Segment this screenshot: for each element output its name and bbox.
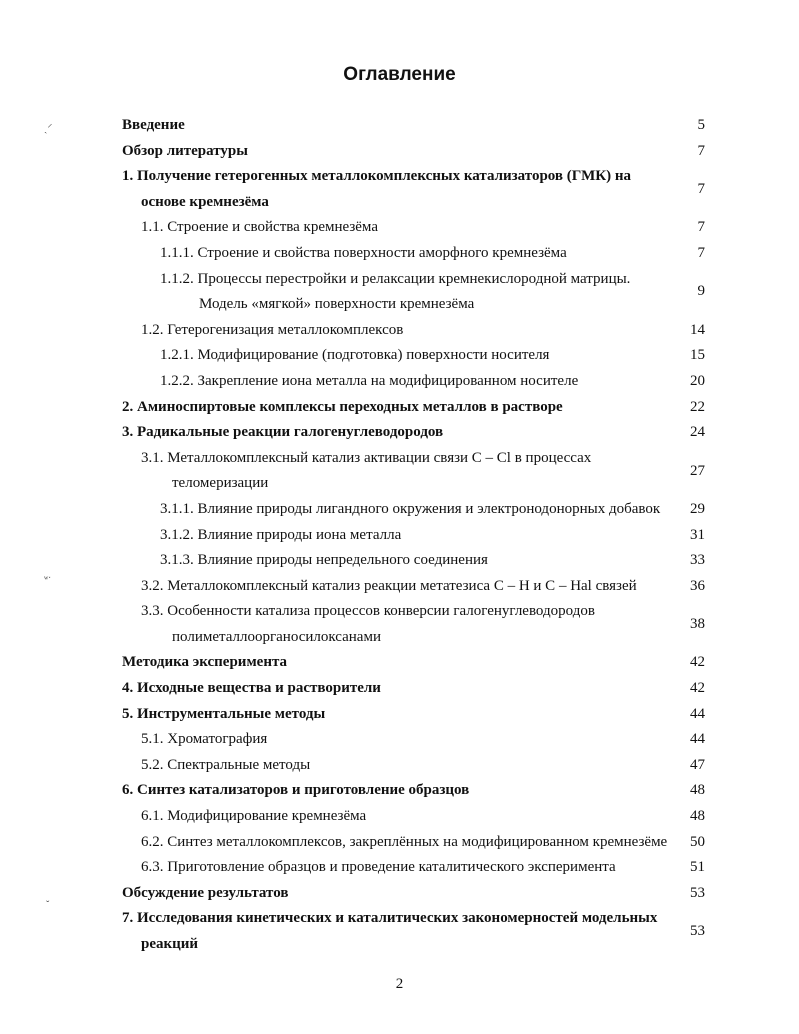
toc-entry-page: 22: [690, 398, 705, 415]
toc-entry[interactable]: [0, 139, 799, 165]
toc-entry[interactable]: [0, 855, 799, 881]
toc-entry[interactable]: [0, 778, 799, 804]
scan-mark: ˏ⸍: [44, 123, 53, 134]
toc-entry-page: 50: [690, 833, 705, 850]
toc-entry-title: 3.1.2. Влияние природы иона металла: [160, 526, 402, 543]
toc-entry-page: 42: [690, 680, 705, 697]
toc-entry-page: 42: [690, 654, 705, 671]
toc-entry-title: 1. Получение гетерогенных металлокомплексных катализаторов (ГМК) на: [122, 168, 632, 185]
toc-entry-title: Методика эксперимента: [122, 654, 288, 671]
toc-entry-page: 48: [690, 808, 705, 825]
toc-entry-title: 5.2. Спектральные методы: [141, 756, 311, 773]
toc-entry-title: 3.2. Металлокомплексный катализ реакции метатезиса C – H и C – Hal связей: [141, 577, 637, 594]
toc-entry-title: Обзор литературы: [122, 142, 248, 159]
toc-entry-title: 3.1. Металлокомплексный катализ активации связи C – Cl в процессах: [141, 449, 592, 466]
toc-entry[interactable]: [0, 446, 799, 497]
toc-entry-page: 29: [690, 500, 705, 517]
toc-entry-page: 44: [690, 705, 705, 722]
toc-entry[interactable]: [0, 164, 799, 215]
toc-entry-title: 5.1. Хроматография: [141, 731, 268, 748]
toc-entry-page: 15: [690, 347, 705, 364]
toc-entry-title-continued: основе кремнезёма: [141, 193, 269, 210]
scan-mark: ˇ: [46, 900, 50, 911]
toc-entry[interactable]: [0, 267, 799, 318]
toc-entry[interactable]: [0, 548, 799, 574]
toc-entry-page: 53: [690, 923, 705, 940]
toc-entry-page: 24: [690, 424, 705, 441]
toc-entry[interactable]: [0, 369, 799, 395]
page-title: Оглавление: [343, 64, 456, 85]
toc-entry-page: 33: [690, 552, 705, 569]
toc-entry[interactable]: [0, 830, 799, 856]
toc-entry[interactable]: [0, 343, 799, 369]
toc-entry-page: 36: [690, 577, 705, 594]
toc-entry-title: 3.1.3. Влияние природы непредельного соединения: [160, 552, 488, 569]
toc-entry-title-continued: реакций: [141, 936, 199, 952]
toc-entry-title: 5. Инструментальные методы: [122, 705, 326, 722]
toc-entry[interactable]: [0, 676, 799, 702]
toc-entry-title-continued: Модель «мягкой» поверхности кремнезёма: [199, 296, 475, 313]
toc-entry-title: 3.1.1. Влияние природы лигандного окружения и электронодонорных добавок: [160, 500, 661, 517]
toc-entry-title: 6.2. Синтез металлокомплексов, закреплённых на модифицированном кремнезёме: [141, 833, 668, 850]
page-number: 2: [395, 976, 404, 992]
toc-entry[interactable]: [0, 599, 799, 650]
scan-mark: ʷˑ: [44, 574, 52, 585]
toc-entry-title: 7. Исследования кинетических и каталитических закономерностей модельных: [122, 910, 658, 927]
toc-entry[interactable]: [0, 650, 799, 676]
toc-entry[interactable]: [0, 241, 799, 267]
toc-entry-title: 3.3. Особенности катализа процессов конверсии галогенуглеводородов: [141, 603, 595, 620]
toc-entry-page: 47: [690, 756, 705, 773]
toc-entry[interactable]: [0, 420, 799, 446]
toc-entry-title: 1.1.2. Процессы перестройки и релаксации кремнекислородной матрицы.: [160, 270, 631, 287]
toc-entry-page: 7: [697, 244, 705, 261]
toc-entry[interactable]: [0, 753, 799, 779]
toc-entry-title: 6.3. Приготовление образцов и проведение каталитического эксперимента: [141, 859, 616, 876]
toc-entry-title: Обсуждение результатов: [122, 884, 289, 901]
toc-entry[interactable]: [0, 574, 799, 600]
toc-entry-page: 31: [690, 526, 705, 543]
toc-entry[interactable]: [0, 702, 799, 728]
toc-entry-title: 6.1. Модифицирование кремнезёма: [141, 808, 367, 825]
toc-entry-page: 51: [690, 859, 705, 876]
toc-entry-page: 9: [697, 283, 705, 300]
toc-entry[interactable]: [0, 215, 799, 241]
toc-entry-title: 4. Исходные вещества и растворители: [122, 680, 381, 697]
toc-entry[interactable]: [0, 804, 799, 830]
toc-entry[interactable]: [0, 906, 799, 957]
toc-entry[interactable]: [0, 523, 799, 549]
toc-entry-title: Введение: [122, 117, 185, 133]
toc-entry[interactable]: [0, 497, 799, 523]
toc-entry-title-continued: теломеризации: [172, 475, 269, 492]
toc-entry-page: 48: [690, 782, 705, 799]
toc-entry-page: 14: [690, 321, 705, 338]
toc-entry[interactable]: [0, 395, 799, 421]
toc-entry-title: 6. Синтез катализаторов и приготовление образцов: [122, 782, 470, 799]
toc-entry-title: 1.2.1. Модифицирование (подготовка) поверхности носителя: [160, 347, 550, 364]
toc-entry[interactable]: [0, 727, 799, 753]
toc-entry-page: 7: [697, 142, 705, 159]
toc-entry-page: 5: [697, 117, 705, 133]
table-of-contents: [0, 113, 799, 958]
toc-entry-title: 2. Аминоспиртовые комплексы переходных металлов в растворе: [122, 398, 563, 415]
toc-entry-page: 53: [690, 884, 705, 901]
toc-entry-page: 7: [697, 219, 705, 236]
toc-entry-title-continued: полиметаллоорганосилоксанами: [172, 628, 381, 645]
toc-entry-title: 1.2. Гетерогенизация металлокомплексов: [141, 321, 404, 338]
toc-entry[interactable]: [0, 318, 799, 344]
toc-entry-page: 38: [690, 616, 705, 633]
toc-entry-page: 7: [697, 180, 705, 197]
toc-entry-page: 20: [690, 372, 705, 389]
toc-entry-title: 1.1. Строение и свойства кремнезёма: [141, 219, 378, 236]
toc-entry-title: 1.1.1. Строение и свойства поверхности аморфного кремнезёма: [160, 244, 567, 261]
toc-entry[interactable]: [0, 113, 799, 139]
toc-entry-page: 27: [690, 462, 705, 479]
toc-entry-page: 44: [690, 731, 705, 748]
toc-entry-title: 1.2.2. Закрепление иона металла на модифицированном носителе: [160, 372, 579, 389]
toc-entry-title: 3. Радикальные реакции галогенуглеводородов: [122, 424, 444, 441]
toc-entry[interactable]: [0, 881, 799, 907]
